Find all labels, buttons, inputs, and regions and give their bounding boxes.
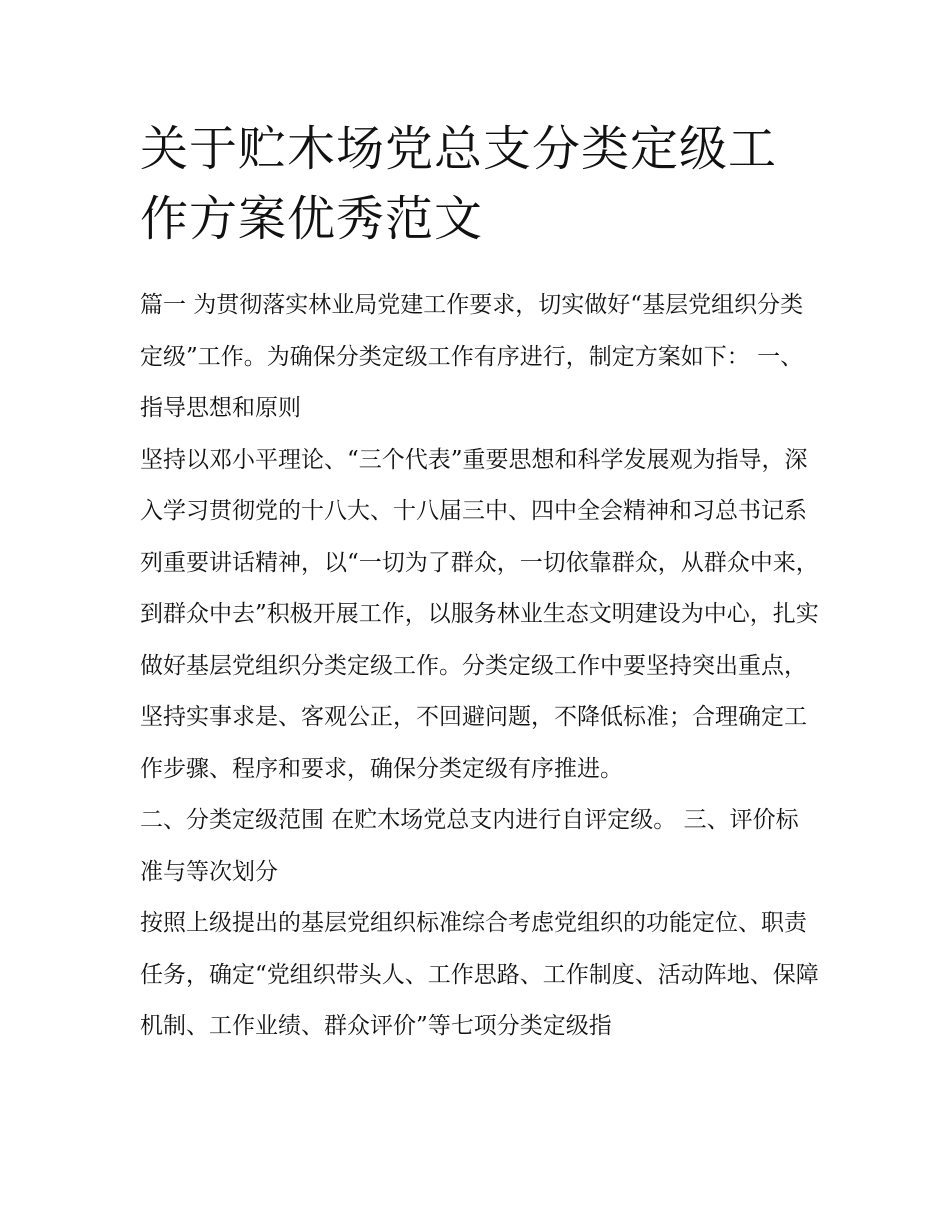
paragraph-scope: 二、分类定级范围 在贮木场党总支内进行自评定级。 三、评价标准与等次划分 (140, 807, 799, 885)
paragraph-guiding-ideology: 坚持以邓小平理论、“三个代表”重要思想和科学发展观为指导，深入学习贯彻党的十八大、十八届三中、四中全会精神和习总书记系列重要讲话精神，以“一切为了群众，一切依靠群众，从群众中来，到群众中去”积极开展工作，以服务林业生态文明建设为中心，扎实做好基层党组织分类定级工作。分类定级工作中要坚持突出重点，坚持实事求是、客观公正，不回避问题，不降低标准；合理确定工作步骤、程序和要求，确保分类定级有序推进。 (140, 446, 819, 782)
paragraph-standards: 按照上级提出的基层党组织标准综合考虑党组织的功能定位、职责任务，确定“党组织带头人、工作思路、工作制度、活动阵地、保障机制、工作业绩、群众评价”等七项分类定级指 (140, 910, 819, 1039)
paragraph-intro: 篇一 为贯彻落实林业局党建工作要求，切实做好“基层党组织分类定级”工作。为确保分类定级工作有序进行，制定方案如下： 一、指导思想和原则 (140, 292, 804, 421)
document-body (140, 280, 820, 1053)
document-title: 关于贮木场党总支分类定级工作方案优秀范文 (140, 121, 778, 247)
